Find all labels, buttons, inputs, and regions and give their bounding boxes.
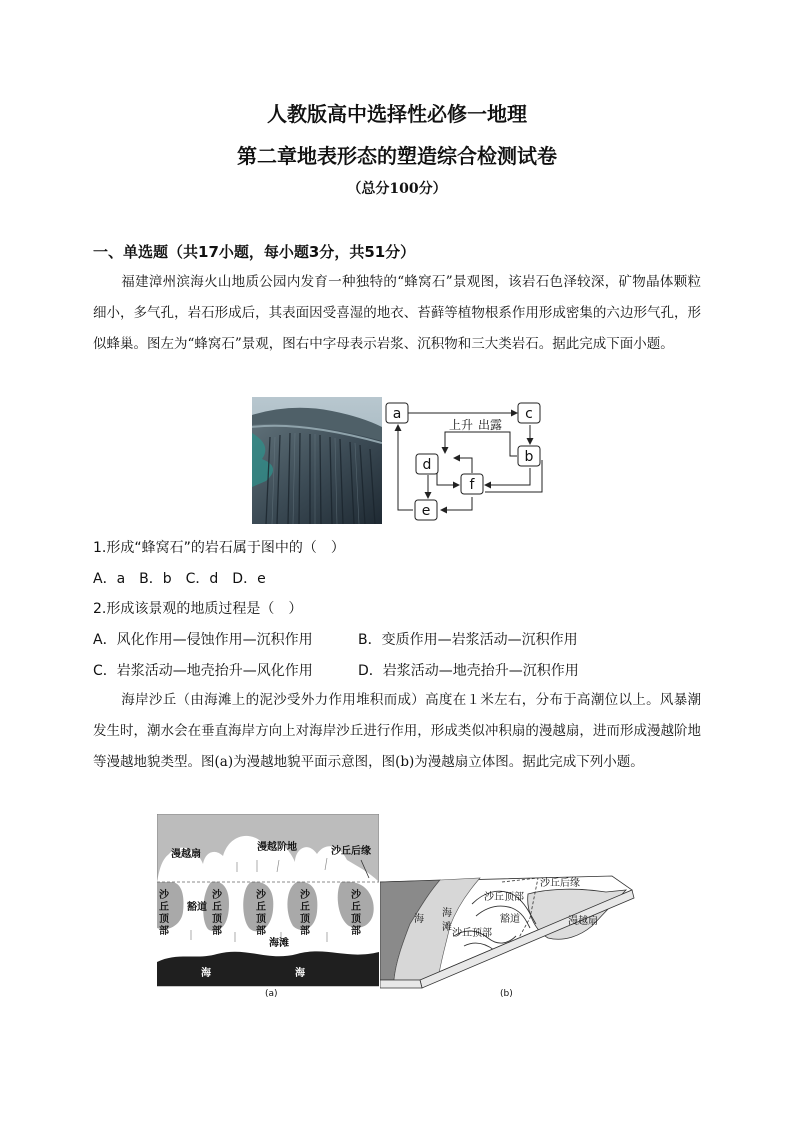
fig-b-label-channel: 豁道 (500, 914, 520, 925)
question-1-stem: 1.形成“蜂窝石”的岩石属于图中的（ ） (93, 540, 345, 556)
fig-a-label-sea-1: 海 (201, 968, 211, 979)
honeycomb-rock-photo (252, 397, 382, 524)
fig-a-label-beach: 海滩 (269, 938, 289, 949)
passage-2-text: 海岸沙丘（由海滩上的泥沙受外力作用堆积而成）高度在１米左右，分布于高潮位以上。风暴潮发生时，潮水会在垂直海岸方向上对海岸沙丘进行作用，形成类似冲积扇的漫越扇，进而形成漫越阶地等漫越地貌类型。图(a)为漫越地貌平面示意图，图(b)为漫越扇立体图。据此完成下列小题。 (93, 692, 701, 770)
fig-a-dune-5b: 丘 (351, 902, 361, 913)
fig-a-dune-2c: 顶 (212, 914, 222, 925)
doc-title-line1: 人教版高中选择性必修一地理 (267, 102, 527, 126)
fig-a-label-terrace: 漫越阶地 (257, 842, 297, 853)
fig-b-label-dune-top: 沙丘顶部 (484, 892, 524, 903)
question-2-stem: 2.形成该景观的地质过程是（ ） (93, 601, 303, 617)
fig-a-label-rear: 沙丘后缘 (331, 846, 371, 857)
fig-a-dune-4: 沙 (300, 890, 310, 901)
fig-a-dune-1c: 顶 (159, 914, 169, 925)
fig-a-dune-1b: 丘 (159, 902, 169, 913)
fig-a-caption: (a) (265, 989, 278, 999)
question-2-option-a: A．风化作用—侵蚀作用—沉积作用 (93, 632, 313, 648)
fig-a-dune-2d: 部 (212, 926, 222, 937)
fig-b-label-rear: 沙丘后缘 (540, 878, 580, 889)
label-uplift: 上升 (449, 418, 474, 432)
passage-1 (93, 267, 701, 360)
fig-a-label-fan: 漫越扇 (171, 849, 201, 860)
question-2-option-c: C．岩浆活动—地壳抬升—风化作用 (93, 663, 313, 679)
fig-a-dune-3: 沙 (256, 890, 266, 901)
fig-a-dune-2: 沙 (212, 890, 222, 901)
total-score: （总分100分） (347, 181, 447, 197)
rock-node-a: a (392, 406, 402, 422)
fig-a-dune-2b: 丘 (212, 902, 222, 913)
fig-a-dune-3c: 顶 (256, 914, 266, 925)
fig-a-label-sea-2: 海 (295, 968, 305, 979)
fig-a-dune-4c: 顶 (300, 914, 310, 925)
figure-b-3d-view (380, 864, 636, 999)
fig-a-dune-1d: 部 (159, 926, 169, 937)
fig-b-label-beach-1: 海 (442, 908, 452, 919)
passage-2 (93, 685, 701, 778)
fig-b-caption: (b) (500, 989, 513, 999)
fig-a-dune-5d: 部 (351, 926, 361, 937)
figure-a-plan-view (157, 814, 379, 999)
question-2-option-d: D．岩浆活动—地壳抬升—沉积作用 (358, 663, 579, 679)
fig-a-dune-4d: 部 (300, 926, 310, 937)
rock-node-b: b (524, 449, 534, 465)
fig-a-dune-5: 沙 (351, 890, 361, 901)
passage-1-text: 福建漳州滨海火山地质公园内发育一种独特的“蜂窝石”景观图，该岩石色泽较深，矿物晶体颗粒细小，多气孔，岩石形成后，其表面因受喜湿的地衣、苔藓等植物根系作用形成密集的六边形气孔，形似蜂巢。图左为“蜂窝石”景观，图右中字母表示岩浆、沉积物和三大类岩石。据此完成下面小题。 (93, 274, 701, 352)
doc-title-line2: 第二章地表形态的塑造综合检测试卷 (237, 144, 557, 168)
label-exposed: 出露 (478, 418, 503, 432)
question-1-options: A．a B．b C．d D．e (93, 571, 266, 587)
rock-cycle-diagram (384, 400, 554, 526)
rock-node-f: f (469, 477, 475, 493)
fig-a-dune-3d: 部 (256, 926, 266, 937)
fig-b-label-dune-top2: 沙丘顶部 (452, 928, 492, 939)
fig-a-dune-4b: 丘 (300, 902, 310, 913)
fig-b-label-sea: 海 (414, 914, 424, 925)
fig-a-dune-3b: 丘 (256, 902, 266, 913)
fig-a-label-channel: 豁道 (187, 902, 207, 913)
rock-node-e: e (421, 503, 431, 519)
question-2-option-b: B．变质作用—岩浆活动—沉积作用 (358, 632, 578, 648)
section-heading: 一、单选题（共17小题，每小题3分，共51分） (93, 243, 416, 261)
fig-a-dune-5c: 顶 (351, 914, 361, 925)
rock-node-d: d (422, 457, 432, 473)
fig-b-label-beach-2: 滩 (442, 922, 452, 933)
rock-node-c: c (525, 406, 533, 422)
fig-a-dune-1: 沙 (159, 890, 169, 901)
fig-b-label-fan: 漫越扇 (568, 916, 598, 927)
